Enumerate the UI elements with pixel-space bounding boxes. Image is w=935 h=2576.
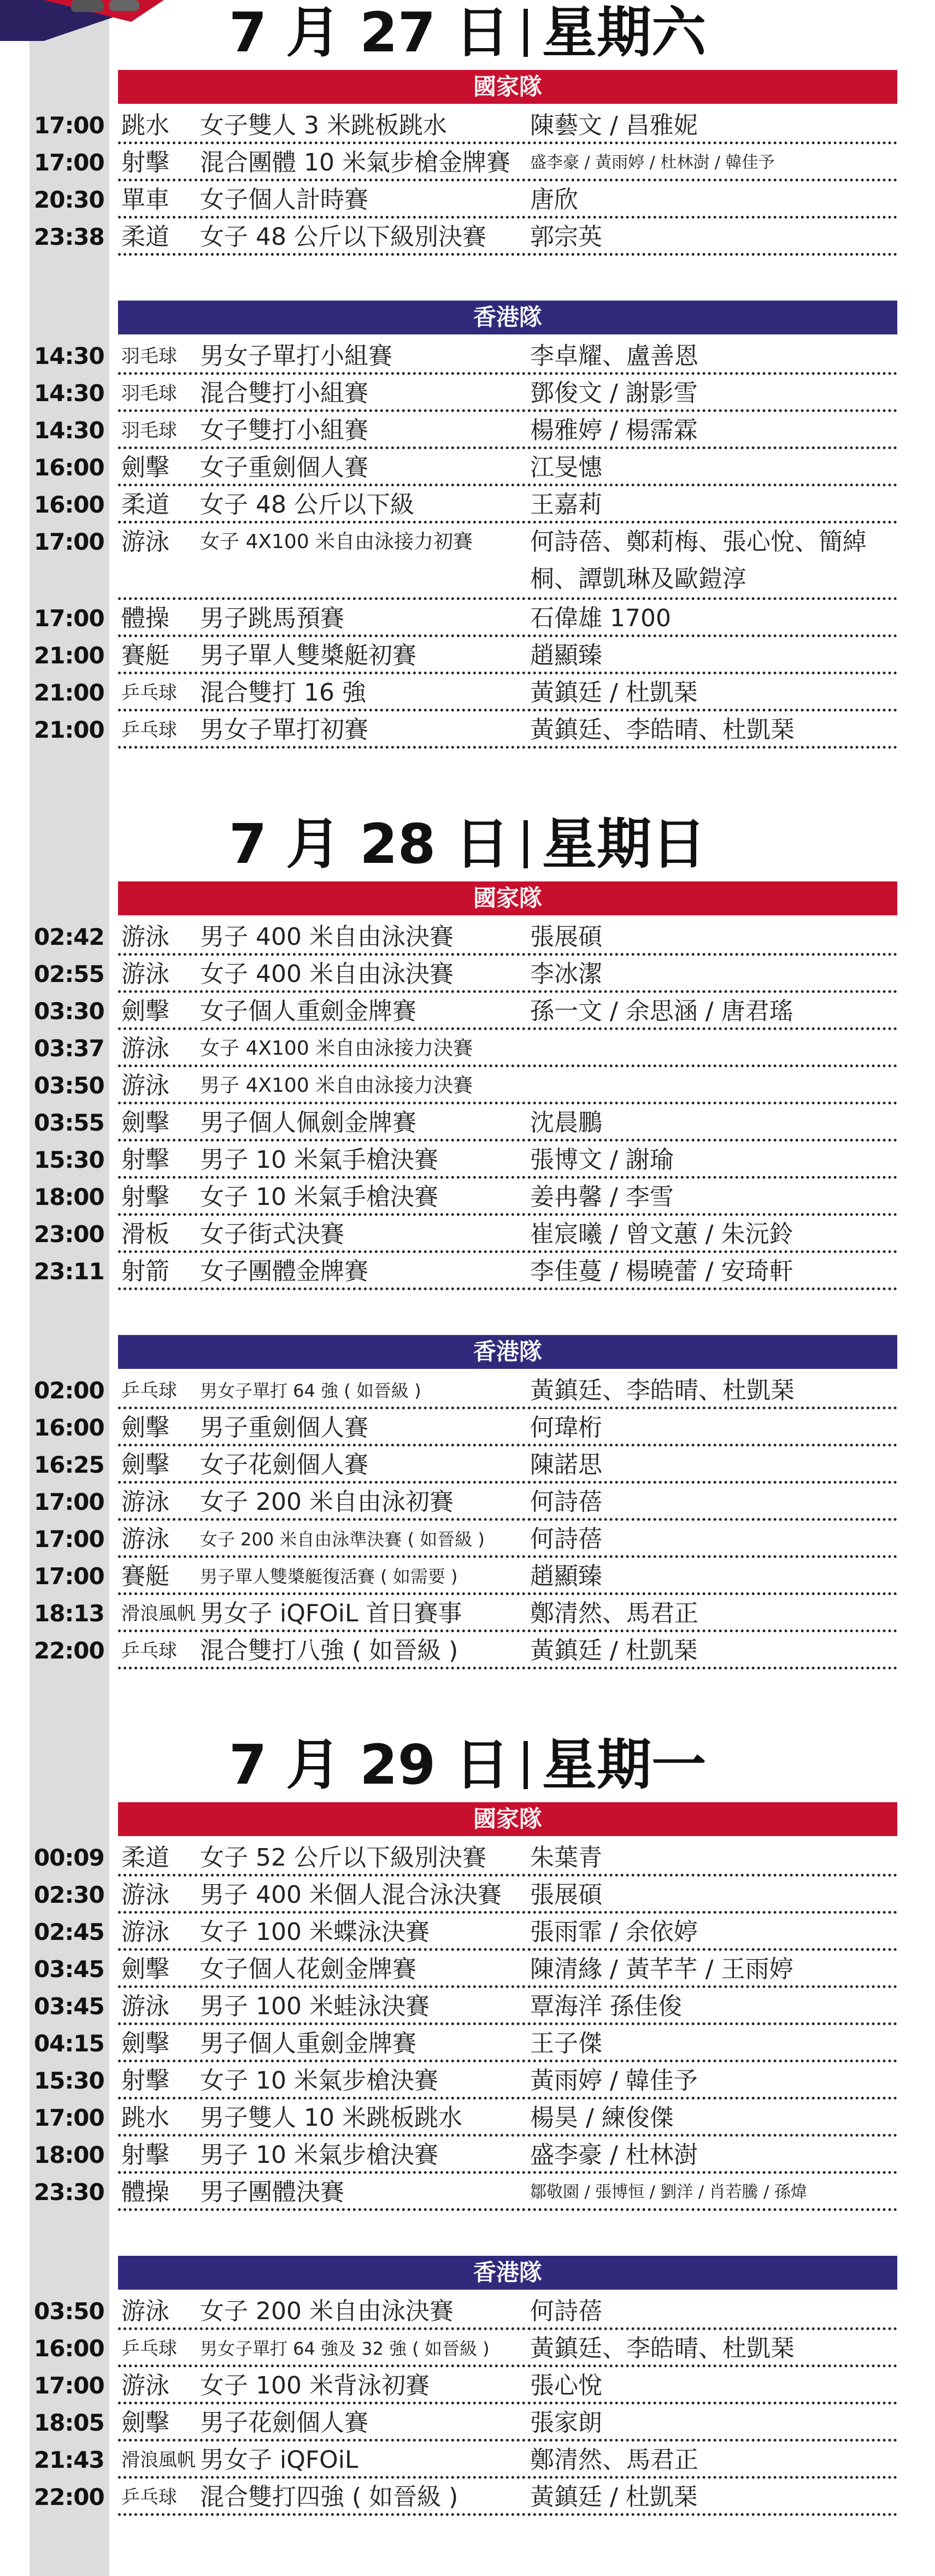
date-heading (0, 811, 935, 877)
schedule-row (0, 919, 935, 956)
row-divider (118, 253, 897, 256)
row-event: 女子 4X100 米自由泳接力決賽 (200, 1037, 473, 1060)
row-sport: 射擊 (121, 2067, 169, 2095)
team-header-hongkong: 香港隊 (118, 301, 897, 334)
row-event: 女子雙打小組賽 (200, 416, 368, 444)
row-athletes: 楊雅婷 / 楊霈霖 (530, 416, 698, 444)
row-sport: 劍擊 (121, 454, 169, 481)
row-event: 混合雙打八強 ( 如晉級 ) (200, 1637, 458, 1665)
row-sport: 劍擊 (121, 2030, 169, 2057)
schedule-row (0, 1595, 935, 1632)
row-event: 女子 52 公斤以下級別決賽 (200, 1844, 486, 1872)
row-athletes: 黃鎮廷、李皓晴、杜凱琹 (530, 2334, 795, 2362)
row-time: 02:00 (34, 1377, 104, 1404)
row-event: 女子個人花劍金牌賽 (200, 1955, 416, 1983)
schedule-row (0, 711, 935, 749)
schedule-row (0, 1142, 935, 1179)
row-athletes: 黃鎮廷、李皓晴、杜凱琹 (530, 1377, 795, 1404)
schedule-row (0, 1067, 935, 1104)
team-header-national: 國家隊 (118, 1802, 897, 1836)
row-divider (118, 1287, 897, 1290)
row-event: 混合雙打小組賽 (200, 379, 368, 407)
row-sport: 體操 (121, 2178, 169, 2206)
row-event: 女子 10 米氣步槍決賽 (200, 2067, 438, 2095)
schedule-row (0, 1484, 935, 1521)
row-sport: 賽艇 (121, 1562, 169, 1590)
row-athletes: 李佳蔓 / 楊曉蕾 / 安琦軒 (530, 1257, 793, 1285)
schedule-row (0, 1951, 935, 1988)
row-time: 16:25 (34, 1451, 104, 1478)
row-sport: 羽毛球 (121, 383, 177, 404)
row-time: 14:30 (34, 380, 104, 407)
row-sport: 劍擊 (121, 997, 169, 1025)
schedule-row (0, 1558, 935, 1595)
row-event: 女子 10 米氣手槍決賽 (200, 1183, 438, 1211)
row-event: 男女子單打小組賽 (200, 342, 392, 370)
row-time: 23:38 (34, 224, 104, 250)
row-athletes: 張博文 / 謝瑜 (530, 1146, 674, 1174)
row-sport: 羽毛球 (121, 420, 177, 442)
row-sport: 跳水 (121, 111, 169, 139)
row-athletes: 張家朗 (530, 2409, 602, 2437)
row-time: 22:00 (34, 1637, 104, 1664)
row-athletes: 何詩蓓 (530, 1488, 602, 1516)
row-sport: 游泳 (121, 1525, 169, 1553)
row-time: 02:42 (34, 924, 104, 950)
row-time: 00:09 (34, 1844, 104, 1871)
row-sport: 滑浪風帆 (121, 2449, 196, 2471)
row-time: 02:55 (34, 961, 104, 987)
row-sport: 柔道 (121, 223, 169, 251)
date-separator (524, 9, 528, 57)
row-time: 03:30 (34, 998, 104, 1025)
weekday-text: 星期六 (542, 1, 707, 64)
row-event: 男子雙人 10 米跳板跳水 (200, 2104, 462, 2132)
row-athletes: 朱葉青 (530, 1844, 602, 1872)
row-event: 男女子單打 64 強 ( 如晉級 ) (200, 1380, 421, 1401)
row-athletes: 鄧俊文 / 謝影雪 (530, 379, 698, 407)
row-event: 女子個人計時賽 (200, 186, 368, 214)
row-athletes: 王子傑 (530, 2030, 602, 2057)
date-text: 7 月 28 日 (228, 812, 510, 876)
row-event: 女子個人重劍金牌賽 (200, 997, 416, 1025)
row-athletes: 張雨霏 / 余依婷 (530, 1918, 698, 1946)
row-time: 03:37 (34, 1035, 104, 1062)
row-athletes: 張心悅 (530, 2372, 602, 2399)
row-event: 男子單人雙槳艇初賽 (200, 642, 416, 669)
date-heading (0, 1732, 935, 1798)
row-sport: 游泳 (121, 1034, 169, 1062)
row-event: 男子 100 米蛙泳決賽 (200, 1992, 430, 2020)
row-time: 02:30 (34, 1881, 104, 1908)
schedule-row (0, 2442, 935, 2479)
row-time: 03:50 (34, 2298, 104, 2325)
row-sport: 滑板 (121, 1220, 169, 1248)
row-event: 男子 400 米自由泳決賽 (200, 923, 454, 951)
schedule-row (0, 993, 935, 1030)
row-time: 16:00 (34, 454, 104, 481)
row-athletes: 李冰潔 (530, 960, 602, 988)
row-time: 18:05 (34, 2409, 104, 2436)
schedule-row (0, 524, 935, 600)
row-event: 女子 200 米自由泳初賽 (200, 1488, 454, 1516)
schedule-row (0, 600, 935, 637)
weekday-text: 星期日 (542, 812, 707, 876)
row-event: 女子花劍個人賽 (200, 1451, 368, 1479)
row-sport: 跳水 (121, 2104, 169, 2132)
date-text: 7 月 27 日 (228, 1, 510, 64)
row-time: 18:00 (34, 1184, 104, 1210)
row-time: 17:00 (34, 2104, 104, 2131)
row-event: 男子花劍個人賽 (200, 2409, 368, 2437)
row-sport: 游泳 (121, 960, 169, 988)
schedule-row (0, 2404, 935, 2442)
row-time: 20:30 (34, 186, 104, 213)
row-athletes: 黃鎮廷、李皓晴、杜凱琹 (530, 716, 795, 744)
schedule-row (0, 107, 935, 144)
row-time: 21:00 (34, 716, 104, 743)
row-athletes: 孫一文 / 余思涵 / 唐君瑤 (530, 997, 793, 1025)
row-event: 男子個人重劍金牌賽 (200, 2030, 416, 2057)
row-sport: 劍擊 (121, 1414, 169, 1442)
schedule-row (0, 1632, 935, 1669)
row-athletes: 何詩蓓 (530, 1525, 602, 1553)
schedule-row (0, 2062, 935, 2099)
schedule-row (0, 1914, 935, 1951)
row-sport: 射擊 (121, 149, 169, 177)
schedule-row (0, 2099, 935, 2137)
row-athletes: 陳清緣 / 黃芊芊 / 王雨婷 (530, 1955, 793, 1983)
row-time: 04:15 (34, 2030, 104, 2057)
date-separator (524, 820, 528, 868)
row-time: 17:00 (34, 1489, 104, 1515)
row-athletes: 張展碩 (530, 1881, 602, 1909)
schedule-row (0, 1446, 935, 1484)
row-event: 女子 48 公斤以下級別決賽 (200, 223, 486, 251)
row-event: 混合雙打四強 ( 如晉級 ) (200, 2483, 458, 2511)
schedule-row (0, 956, 935, 993)
row-time: 17:00 (34, 1563, 104, 1590)
row-event: 男女子 iQFOiL 首日賽事 (200, 1599, 462, 1627)
date-separator (524, 1741, 528, 1789)
row-time: 03:55 (34, 1109, 104, 1136)
row-event: 女子 200 米自由泳決賽 (200, 2297, 454, 2325)
row-sport: 游泳 (121, 1488, 169, 1516)
row-athletes: 李卓耀、盧善恩 (530, 342, 698, 370)
row-sport: 乒乓球 (121, 1640, 177, 1662)
row-divider (118, 2208, 897, 2211)
row-athletes: 趙顯臻 (530, 642, 602, 669)
row-athletes: 趙顯臻 (530, 1562, 602, 1590)
row-sport: 游泳 (121, 1918, 169, 1946)
row-time: 03:45 (34, 1993, 104, 2020)
schedule-row (0, 1877, 935, 1914)
row-time: 15:30 (34, 2067, 104, 2094)
row-time: 17:00 (34, 2372, 104, 2399)
row-event: 女子重劍個人賽 (200, 454, 368, 481)
row-athletes: 石偉雄 1700 (530, 604, 671, 632)
row-athletes: 崔宸曦 / 曾文蕙 / 朱沅鈴 (530, 1220, 793, 1248)
row-event: 男女子單打 64 強及 32 強 ( 如晉級 ) (200, 2338, 490, 2359)
row-sport: 柔道 (121, 491, 169, 519)
row-time: 17:00 (34, 1526, 104, 1552)
row-sport: 劍擊 (121, 2409, 169, 2437)
team-header-hongkong: 香港隊 (118, 1335, 897, 1369)
row-event: 女子 100 米背泳初賽 (200, 2372, 430, 2399)
row-athletes: 王嘉莉 (530, 491, 602, 519)
row-event: 混合團體 10 米氣步槍金牌賽 (200, 149, 510, 177)
row-event: 男子 4X100 米自由泳接力決賽 (200, 1074, 473, 1097)
row-athletes: 鄒敬園 / 張博恒 / 劉洋 / 肖若騰 / 孫煒 (530, 2183, 807, 2202)
row-athletes: 黃雨婷 / 韓佳予 (530, 2067, 698, 2095)
schedule-row (0, 1030, 935, 1067)
row-time: 14:30 (34, 343, 104, 369)
row-time: 14:30 (34, 417, 104, 444)
row-event: 男子 10 米氣步槍決賽 (200, 2141, 438, 2169)
row-athletes: 黃鎮廷 / 杜凱琹 (530, 2483, 698, 2511)
row-sport: 游泳 (121, 1072, 169, 1099)
row-time: 03:45 (34, 1956, 104, 1983)
row-event: 男子 10 米氣手槍決賽 (200, 1146, 438, 1174)
row-sport: 游泳 (121, 923, 169, 951)
schedule-row (0, 144, 935, 181)
row-time: 23:30 (34, 2179, 104, 2206)
row-athletes: 張展碩 (530, 923, 602, 951)
schedule-row (0, 1521, 935, 1558)
row-athletes: 陳藝文 / 昌雅妮 (530, 111, 698, 139)
row-sport: 劍擊 (121, 1955, 169, 1983)
schedule-row (0, 1988, 935, 2025)
schedule-row (0, 2330, 935, 2367)
row-sport: 游泳 (121, 1881, 169, 1909)
row-time: 18:13 (34, 1600, 104, 1627)
row-athletes: 江旻憓 (530, 454, 602, 481)
schedule-row (0, 2479, 935, 2516)
team-header-national: 國家隊 (118, 881, 897, 915)
row-sport: 乒乓球 (121, 2486, 177, 2508)
row-event: 女子 4X100 米自由泳接力初賽 (200, 531, 473, 553)
row-athletes: 盛李豪 / 杜林澍 (530, 2141, 698, 2169)
schedule-row (0, 2025, 935, 2062)
row-sport: 滑浪風帆 (121, 1603, 196, 1625)
row-time: 21:00 (34, 642, 104, 669)
row-athletes: 鄭清然、馬君正 (530, 1599, 698, 1627)
row-sport: 劍擊 (121, 1109, 169, 1137)
row-time: 17:00 (34, 528, 104, 555)
row-athletes: 鄭清然、馬君正 (530, 2446, 698, 2474)
row-event: 混合雙打 16 強 (200, 679, 366, 707)
schedule-row (0, 181, 935, 219)
row-athletes: 何詩蓓 (530, 2297, 602, 2325)
weekday-text: 星期一 (542, 1733, 707, 1797)
schedule-row (0, 2137, 935, 2174)
row-event: 女子團體金牌賽 (200, 1257, 368, 1285)
row-event: 男子重劍個人賽 (200, 1414, 368, 1442)
schedule-row (0, 2293, 935, 2330)
row-sport: 游泳 (121, 2372, 169, 2399)
row-sport: 射擊 (121, 2141, 169, 2169)
row-time: 16:00 (34, 491, 104, 518)
schedule-row (0, 1216, 935, 1253)
row-sport: 柔道 (121, 1844, 169, 1872)
schedule-row (0, 412, 935, 449)
schedule-row (0, 1372, 935, 1409)
row-event: 女子 400 米自由泳決賽 (200, 960, 454, 988)
row-athletes: 姜冉馨 / 李雪 (530, 1183, 674, 1211)
schedule-row (0, 1839, 935, 1877)
row-time: 03:50 (34, 1072, 104, 1099)
schedule-row (0, 219, 935, 256)
row-athletes: 覃海洋 孫佳俊 (530, 1992, 682, 2020)
row-sport: 單車 (121, 186, 169, 214)
schedule-row (0, 1104, 935, 1142)
schedule-row (0, 674, 935, 711)
row-event: 女子 200 米自由泳準決賽 ( 如晉級 ) (200, 1529, 485, 1550)
schedule-row (0, 338, 935, 375)
row-time: 23:00 (34, 1221, 104, 1248)
row-sport: 射擊 (121, 1183, 169, 1211)
row-athletes: 郭宗英 (530, 223, 602, 251)
row-time: 21:00 (34, 679, 104, 706)
schedule-row (0, 637, 935, 674)
row-event: 男女子單打初賽 (200, 716, 368, 744)
row-athletes: 沈晨鵬 (530, 1109, 602, 1137)
row-sport: 乒乓球 (121, 719, 177, 741)
row-athletes: 唐欣 (530, 186, 578, 214)
row-sport: 乒乓球 (121, 1380, 177, 1402)
schedule-row (0, 486, 935, 524)
schedule-row (0, 2367, 935, 2404)
schedule-row (0, 1253, 935, 1290)
row-sport: 體操 (121, 604, 169, 632)
row-divider (118, 2513, 897, 2516)
schedule-row (0, 375, 935, 412)
date-heading (0, 0, 935, 66)
row-sport: 射擊 (121, 1146, 169, 1174)
row-time: 21:43 (34, 2446, 104, 2473)
row-athletes: 黃鎮廷 / 杜凱琹 (530, 679, 698, 707)
row-sport: 射箭 (121, 1257, 169, 1285)
schedule-row (0, 2174, 935, 2211)
row-sport: 乒乓球 (121, 682, 177, 704)
row-time: 22:00 (34, 2484, 104, 2510)
row-sport: 羽毛球 (121, 345, 177, 367)
row-time: 15:30 (34, 1146, 104, 1173)
row-time: 16:00 (34, 1414, 104, 1441)
row-event: 男女子 iQFOiL (200, 2446, 358, 2474)
row-event: 男子團體決賽 (200, 2178, 344, 2206)
row-sport: 劍擊 (121, 1451, 169, 1479)
schedule-row (0, 1409, 935, 1446)
row-event: 男子個人佩劍金牌賽 (200, 1109, 416, 1137)
row-event: 男子跳馬預賽 (200, 604, 344, 632)
row-event: 女子街式決賽 (200, 1220, 344, 1248)
row-athletes: 楊昊 / 練俊傑 (530, 2104, 674, 2132)
row-time: 17:00 (34, 605, 104, 632)
row-sport: 游泳 (121, 2297, 169, 2325)
row-athletes: 何瑋桁 (530, 1414, 602, 1442)
row-time: 23:11 (34, 1258, 104, 1285)
row-sport: 賽艇 (121, 642, 169, 669)
row-time: 17:00 (34, 112, 104, 139)
row-sport: 游泳 (121, 528, 169, 556)
row-divider (118, 1667, 897, 1669)
row-sport: 乒乓球 (121, 2338, 177, 2360)
schedule-row (0, 449, 935, 486)
row-sport: 游泳 (121, 1992, 169, 2020)
row-time: 02:45 (34, 1919, 104, 1945)
row-athletes: 黃鎮廷 / 杜凱琹 (530, 1637, 698, 1665)
row-athletes: 陳諾思 (530, 1451, 602, 1479)
team-header-national: 國家隊 (118, 70, 897, 104)
row-event: 女子 100 米蝶泳決賽 (200, 1918, 430, 1946)
row-event: 女子 48 公斤以下級 (200, 491, 414, 519)
row-athletes: 何詩蓓、鄭莉梅、張心悅、簡綽桐、譚凱琳及歐鎧淳 (530, 528, 867, 593)
row-time: 16:00 (34, 2335, 104, 2362)
row-athletes: 盛李豪 / 黃雨婷 / 杜林澍 / 韓佳予 (530, 153, 775, 172)
row-event: 男子 400 米個人混合泳決賽 (200, 1881, 502, 1909)
row-time: 18:00 (34, 2142, 104, 2168)
row-time: 17:00 (34, 149, 104, 176)
row-event: 男子單人雙槳艇復活賽 ( 如需要 ) (200, 1566, 458, 1587)
date-text: 7 月 29 日 (228, 1733, 510, 1797)
schedule-row (0, 1179, 935, 1216)
team-header-hongkong: 香港隊 (118, 2256, 897, 2290)
row-event: 女子雙人 3 米跳板跳水 (200, 111, 447, 139)
row-divider (118, 746, 897, 749)
